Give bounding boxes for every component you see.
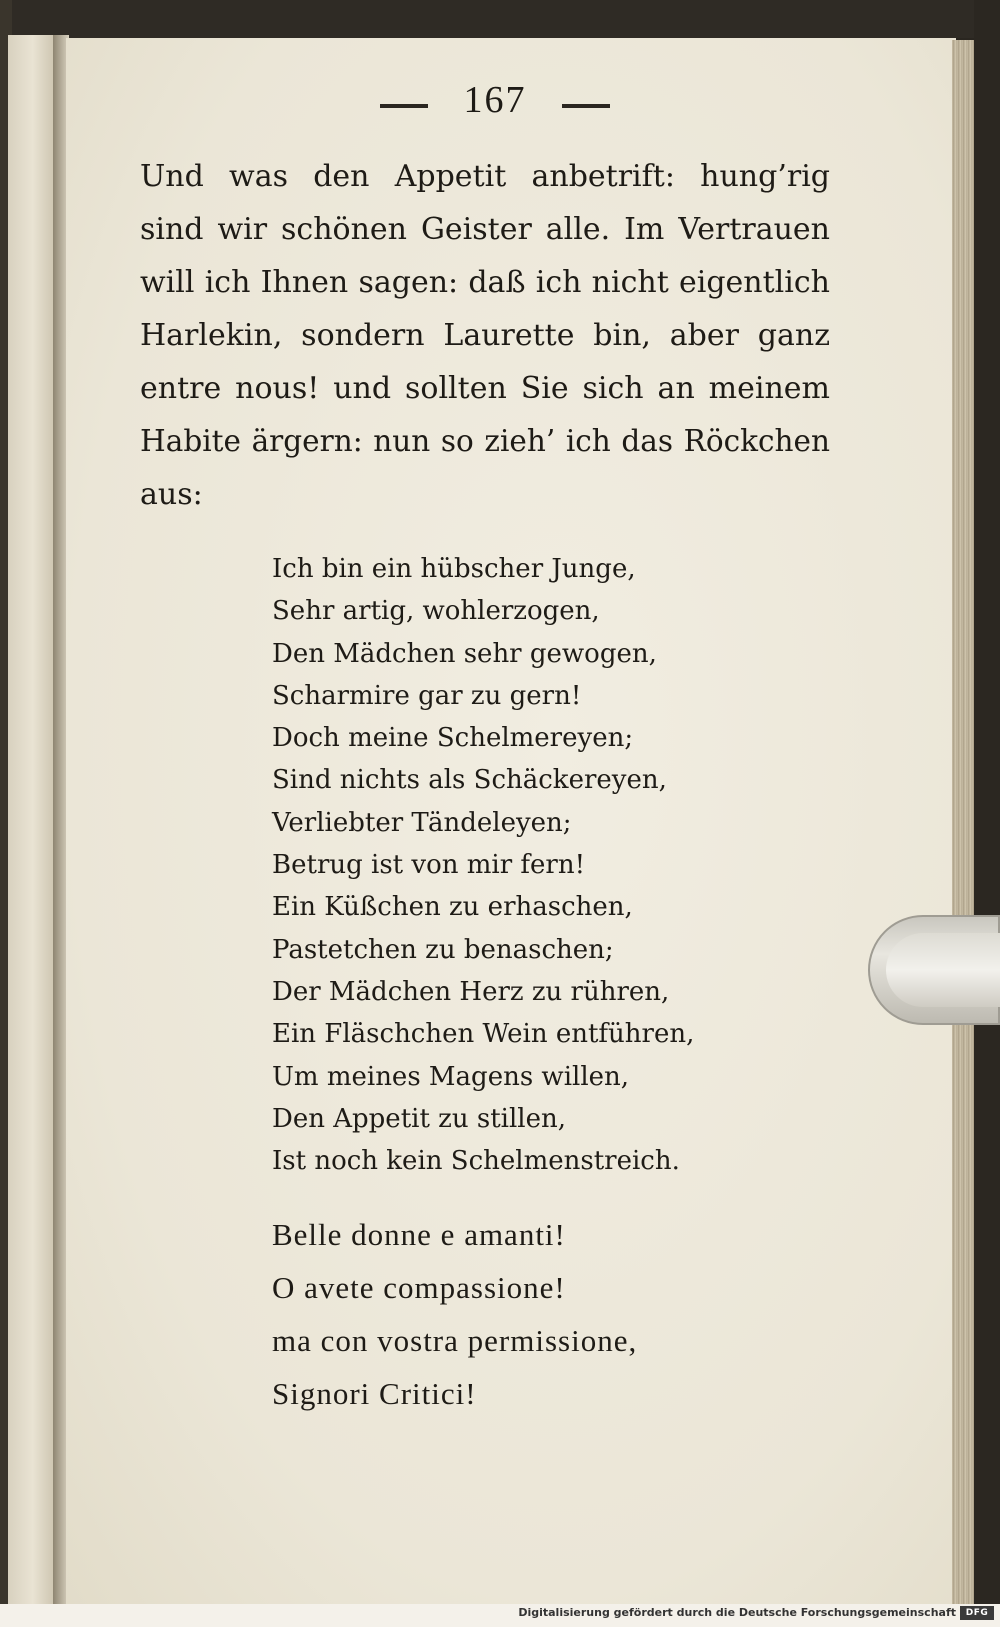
verse-line: Ich bin ein hübscher Junge,	[272, 554, 636, 584]
verse-line: Der Mädchen Herz zu rühren,	[272, 976, 670, 1007]
header-dash-right	[562, 104, 610, 108]
verse-line: Um meines Magens willen,	[272, 1061, 630, 1092]
verse-line: Sind nichts als Schäckereyen,	[272, 765, 667, 796]
digitization-credit: Digitalisierung gefördert durch die Deutsche Forschungsgemeinschaft	[518, 1606, 956, 1619]
page-header	[380, 78, 630, 128]
italian-line: O avete compassione!	[272, 1270, 566, 1305]
song-verse	[272, 548, 792, 1182]
verse-line: Pastetchen zu benaschen;	[272, 934, 614, 965]
italian-line: Belle donne e amanti!	[272, 1217, 566, 1252]
prose-line: will ich Ihnen sagen: daß ich nicht eigentlich	[140, 265, 830, 300]
verse-line: Ist noch kein Schelmenstreich.	[272, 1146, 680, 1177]
verse-line: Den Appetit zu stillen,	[272, 1103, 567, 1134]
prose-line: sind wir schönen Geister alle. Im Vertrauen	[140, 212, 830, 247]
italian-line: ma con vostra permissione,	[272, 1323, 638, 1358]
prose-line: Und was den Appetit anbetrift: hung’rig	[140, 159, 830, 194]
verse-line: Ein Fläschchen Wein entführen,	[272, 1019, 695, 1050]
verse-line: Betrug ist von mir fern!	[272, 850, 586, 881]
header-dash-left	[380, 104, 428, 108]
verse-line: Ein Küßchen zu erhaschen,	[272, 892, 633, 923]
verse-line: Den Mädchen sehr gewogen,	[272, 638, 657, 669]
page-holder-clip-highlight	[886, 933, 1000, 1007]
italian-verse	[272, 1208, 792, 1420]
verse-line: Verliebter Tändeleyen;	[272, 807, 572, 838]
dfg-logo: DFG	[960, 1606, 994, 1620]
scan-right-background	[974, 0, 1000, 1627]
facing-page-edge	[8, 35, 55, 1610]
prose-line: Harlekin, sondern Laurette bin, aber ganz	[140, 318, 830, 353]
verse-line: Sehr artig, wohlerzogen,	[272, 596, 600, 627]
page-number: 167	[463, 79, 527, 121]
prose-paragraph	[140, 150, 830, 521]
italian-line: Signori Critici!	[272, 1376, 477, 1411]
scan-top-background	[0, 0, 1000, 38]
verse-line: Doch meine Schelmereyen;	[272, 723, 634, 754]
prose-line: entre nous! und sollten Sie sich an meinem	[140, 371, 830, 406]
page-fore-edge	[952, 40, 974, 1606]
prose-line: aus:	[140, 477, 203, 512]
prose-line: Habite ärgern: nun so zieh’ ich das Röckchen	[140, 424, 830, 458]
verse-line: Scharmire gar zu gern!	[272, 680, 582, 711]
